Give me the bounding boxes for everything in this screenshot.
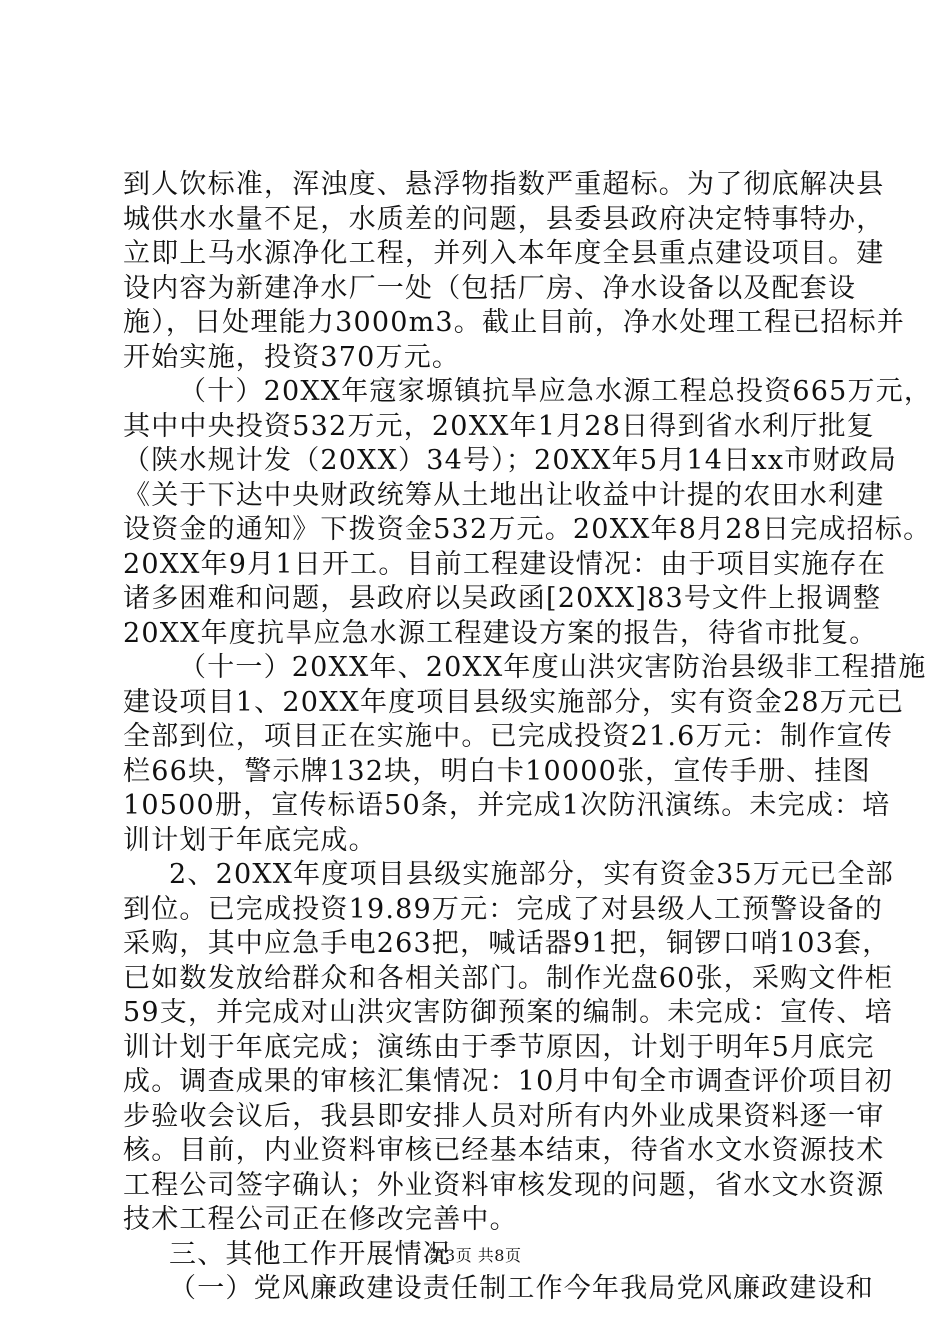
text-line: 全部到位，项目正在实施中。已完成投资21.6万元：制作宣传 xyxy=(123,721,893,752)
text-line: 设内容为新建净水厂一处（包括厂房、净水设备以及配套设 xyxy=(123,272,857,304)
text-line: 训计划于年底完成。 xyxy=(123,824,377,856)
text-line: 训计划于年底完成；演练由于季节原因，计划于明年5月底完 xyxy=(123,1031,875,1063)
text-line: 到人饮标准，浑浊度、悬浮物指数严重超标。为了彻底解决县 xyxy=(123,169,885,200)
paragraph-start-line: （十一）20XX年、20XX年度山洪灾害防治县级非工程措施 xyxy=(179,652,927,683)
text-line: 成。调查成果的审核汇集情况：10月中旬全市调查评价项目初 xyxy=(123,1066,893,1097)
text-line: 其中中央投资532万元，20XX年1月28日得到省水利厅批复 xyxy=(123,410,875,442)
text-line: 到位。已完成投资19.89万元：完成了对县级人工预警设备的 xyxy=(123,893,884,925)
text-line: 技术工程公司正在修改完善中。 xyxy=(123,1204,518,1235)
text-line: 步验收会议后，我县即安排人员对所有内外业成果资料逐一审 xyxy=(123,1100,885,1132)
text-line: 20XX年9月1日开工。目前工程建设情况：由于项目实施存在 xyxy=(123,548,886,580)
paragraph-start-line: （十）20XX年寇家塬镇抗旱应急水源工程总投资665万元， xyxy=(179,376,933,407)
text-line: 工程公司签字确认；外业资料审核发现的问题，省水文水资源 xyxy=(123,1169,885,1201)
paragraph-start-line: 2、20XX年度项目县级实施部分，实有资金35万元已全部 xyxy=(169,859,894,890)
text-line: 建设项目1、20XX年度项目县级实施部分，实有资金28万元已 xyxy=(123,686,905,718)
text-line: 设资金的通知》下拨资金532万元。20XX年8月28日完成招标。 xyxy=(123,514,932,545)
page-number-footer: 第3页 共8页 xyxy=(428,1246,522,1265)
text-line: 10500册，宣传标语50条，并完成1次防汛演练。未完成：培 xyxy=(123,790,891,821)
text-line: 诸多困难和问题，县政府以吴政函[20XX]83号文件上报调整 xyxy=(123,583,882,614)
text-line: （陕水规计发（20XX）34号）；20XX年5月14日xx市财政局 xyxy=(123,445,898,476)
text-line: 已如数发放给群众和各相关部门。制作光盘60张，采购文件柜 xyxy=(123,962,893,994)
text-line: 采购，其中应急手电263把，喊话器91把，铜锣口哨103套， xyxy=(123,928,891,959)
text-line: 城供水水量不足，水质差的问题，县委县政府决定特事特办， xyxy=(123,203,885,235)
text-line: 《关于下达中央财政统筹从土地出让收益中计提的农田水利建 xyxy=(123,479,885,511)
document-body xyxy=(123,168,933,1307)
text-line: 施），日处理能力3000m3。截止目前，净水处理工程已招标并 xyxy=(123,307,905,338)
text-line: 栏66块，警示牌132块，明白卡10000张，宣传手册、挂图 xyxy=(123,755,871,787)
text-line: 59支，并完成对山洪灾害防御预案的编制。未完成：宣传、培 xyxy=(123,997,893,1028)
text-line: 开始实施，投资370万元。 xyxy=(123,341,461,373)
text-line: 立即上马水源净化工程，并列入本年度全县重点建设项目。建 xyxy=(123,238,885,269)
text-line: 20XX年度抗旱应急水源工程建设方案的报告，待省市批复。 xyxy=(123,617,878,649)
section-heading: 三、其他工作开展情况 xyxy=(169,1238,451,1270)
paragraph-start-line: （一）党风廉政建设责任制工作今年我局党风廉政建设和 xyxy=(169,1273,874,1304)
text-line: 核。目前，内业资料审核已经基本结束，待省水文水资源技术 xyxy=(123,1135,885,1166)
